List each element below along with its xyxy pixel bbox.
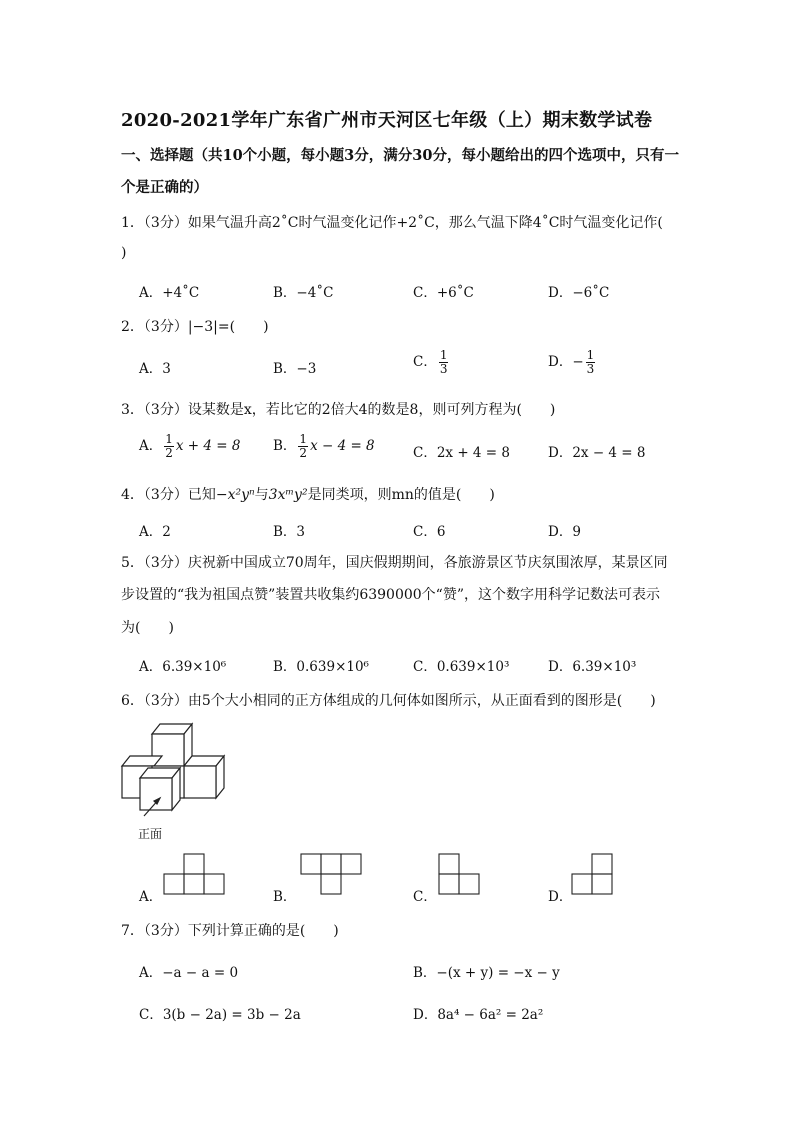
q2-option-b[interactable]: B．−3 xyxy=(273,361,317,377)
cube-solid-figure xyxy=(118,718,233,826)
question-text: 是同类项，则mn的值是( ) xyxy=(307,487,495,503)
q7-option-a[interactable]: A．−a − a = 0 xyxy=(139,965,239,981)
denominator: 3 xyxy=(439,362,448,376)
question-7 xyxy=(121,920,339,940)
question-text: ．（3分）由5个大小相同的正方体组成的几何体如图所示，从正面看到的图形是( ) xyxy=(129,693,656,709)
question-number: 5 xyxy=(121,555,130,571)
q3-option-a[interactable] xyxy=(139,433,240,460)
q4-option-c[interactable]: C．6 xyxy=(413,524,446,540)
question-5-line2: 步设置的“我为祖国点赞”装置共收集约6390000个“赞”，这个数字用科学记数法可表示 xyxy=(121,587,660,603)
option-expression: x + 4 = 8 xyxy=(175,438,241,454)
math-expression: 3xᵐy² xyxy=(268,487,308,503)
question-1 xyxy=(121,212,663,232)
fraction xyxy=(298,433,308,460)
fraction xyxy=(439,349,449,376)
q6-option-a-figure xyxy=(163,853,225,895)
question-4 xyxy=(121,484,495,504)
option-label: C． xyxy=(413,354,437,370)
question-number: 4 xyxy=(121,487,130,503)
section-heading-line2: 个是正确的） xyxy=(121,179,208,196)
question-text: 与 xyxy=(254,487,269,503)
option-label: A． xyxy=(139,438,163,454)
q3-option-c[interactable]: C．2x + 4 = 8 xyxy=(413,445,510,461)
q5-option-b[interactable]: B．0.639×10⁶ xyxy=(273,659,369,675)
question-text: ．（3分）如果气温升高2˚C时气温变化记作+2˚C，那么气温下降4˚C时气温变化记作( xyxy=(129,215,663,231)
q7-option-c[interactable]: C．3(b − 2a) = 3b − 2a xyxy=(139,1007,301,1023)
denominator: 3 xyxy=(586,362,595,376)
q1-option-d[interactable]: D．−6˚C xyxy=(548,285,610,301)
option-expression: x − 4 = 8 xyxy=(310,438,375,454)
math-expression: −x²yⁿ xyxy=(215,487,255,503)
q6-option-c[interactable]: C． xyxy=(413,889,437,905)
question-6 xyxy=(121,690,656,710)
question-number: 6 xyxy=(121,693,130,709)
q5-option-a[interactable]: A．6.39×10⁶ xyxy=(139,659,227,675)
q1-option-a[interactable]: A．+4˚C xyxy=(139,285,200,301)
numerator: 1 xyxy=(165,432,173,446)
question-1-line2: ) xyxy=(121,245,127,261)
q6-option-d[interactable]: D． xyxy=(548,889,573,905)
question-number: 1 xyxy=(121,215,130,231)
q6-option-b-figure xyxy=(300,853,364,895)
question-number: 7 xyxy=(121,923,130,939)
question-number: 2 xyxy=(121,319,130,335)
denominator: 2 xyxy=(299,446,308,460)
page-title: 2020-2021学年广东省广州市天河区七年级（上）期末数学试卷 xyxy=(121,110,653,131)
q7-option-b[interactable]: B．−(x + y) = −x − y xyxy=(413,965,560,981)
q4-option-d[interactable]: D．9 xyxy=(548,524,581,540)
fraction xyxy=(164,433,174,460)
q5-option-c[interactable]: C．0.639×10³ xyxy=(413,659,510,675)
q6-option-b[interactable]: B． xyxy=(273,889,297,905)
numerator: 1 xyxy=(299,432,308,446)
q6-option-c-figure xyxy=(438,853,482,895)
numerator: 1 xyxy=(439,348,448,362)
fraction xyxy=(586,349,596,376)
option-label: D．− xyxy=(548,354,584,370)
q1-option-c[interactable]: C．+6˚C xyxy=(413,285,474,301)
q3-option-b[interactable] xyxy=(273,433,375,460)
question-2 xyxy=(121,316,269,336)
q6-option-d-figure xyxy=(571,853,615,895)
numerator: 1 xyxy=(586,348,595,362)
question-text: ．（3分）设某数是x，若比它的2倍大4的数是8，则可列方程为( ) xyxy=(129,402,556,418)
question-text: ．（3分）下列计算正确的是( ) xyxy=(129,923,339,939)
question-text: ．（3分）|−3|=( ) xyxy=(129,319,269,335)
q6-option-a[interactable]: A． xyxy=(139,889,163,905)
question-3 xyxy=(121,399,555,419)
q7-option-d[interactable]: D．8a⁴ − 6a² = 2a² xyxy=(413,1007,544,1023)
q2-option-d[interactable] xyxy=(548,349,597,376)
option-label: B． xyxy=(273,438,297,454)
question-5 xyxy=(121,552,668,572)
question-text: ．（3分）庆祝新中国成立70周年，国庆假期期间，各旅游景区节庆氛围浓厚，某景区同 xyxy=(129,555,668,571)
section-heading-line1: 一、选择题（共10个小题，每小题3分，满分30分，每小题给出的四个选项中，只有一 xyxy=(121,147,679,164)
q2-option-c[interactable] xyxy=(413,349,450,376)
q5-option-d[interactable]: D．6.39×10³ xyxy=(548,659,637,675)
front-label: 正面 xyxy=(138,827,163,841)
q4-option-a[interactable]: A．2 xyxy=(139,524,171,540)
denominator: 2 xyxy=(165,446,173,460)
q2-option-a[interactable]: A．3 xyxy=(139,361,171,377)
q1-option-b[interactable]: B．−4˚C xyxy=(273,285,334,301)
q4-option-b[interactable]: B．3 xyxy=(273,524,306,540)
question-number: 3 xyxy=(121,402,130,418)
question-5-line3: 为( ) xyxy=(121,620,174,636)
question-text: ．（3分）已知 xyxy=(129,487,216,503)
q3-option-d[interactable]: D．2x − 4 = 8 xyxy=(548,445,646,461)
